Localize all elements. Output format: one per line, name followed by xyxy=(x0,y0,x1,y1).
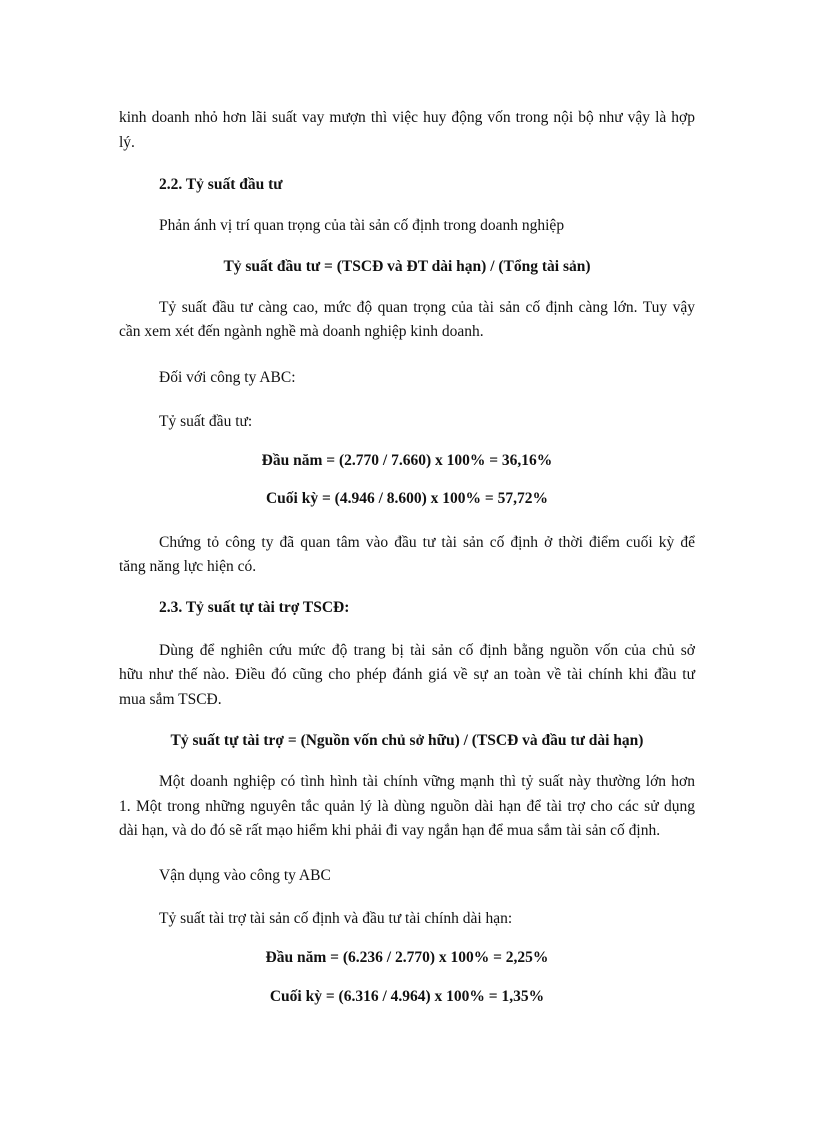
investment-ratio-end-result: Cuối kỳ = (4.946 / 8.600) x 100% = 57,72% xyxy=(265,490,549,507)
section-2-2-explanation-line-2: cần xem xét đến ngành nghề mà doanh nghiệp kinh doanh. xyxy=(119,323,484,340)
section-2-3-explanation-line-3: dài hạn, và do đó sẽ rất mạo hiểm khi phải đi vay ngắn hạn để mua sắm tài sản cố định. xyxy=(119,822,661,839)
section-2-3-explanation-line-2: 1. Một trong những nguyên tắc quản lý là dùng nguồn dài hạn để tài trợ cho các sử dụng xyxy=(119,798,695,815)
section-2-2-explanation-line-1: Tỷ suất đầu tư càng cao, mức độ quan trọng của tài sản cố định càng lớn. Tuy vậy xyxy=(159,299,695,316)
self-financing-start-result: Đầu năm = (6.236 / 2.770) x 100% = 2,25% xyxy=(265,949,549,966)
section-2-3-heading: 2.3. Tỷ suất tự tài trợ TSCĐ: xyxy=(159,599,350,616)
investment-conclusion-line-1: Chứng tỏ công ty đã quan tâm vào đầu tư tài sản cố định ở thời điểm cuối kỳ để xyxy=(159,534,695,551)
company-abc-intro: Đối với công ty ABC: xyxy=(159,369,296,386)
investment-ratio-formula: Tỷ suất đầu tư = (TSCĐ và ĐT dài hạn) / (Tổng tài sản) xyxy=(223,258,591,275)
intro-paragraph-line-2: lý. xyxy=(119,134,135,151)
investment-conclusion-line-2: tăng năng lực hiện có. xyxy=(119,558,257,575)
investment-ratio-label: Tỷ suất đầu tư: xyxy=(159,413,253,430)
self-financing-ratio-label: Tỷ suất tài trợ tài sản cố định và đầu tư tài chính dài hạn: xyxy=(159,910,513,927)
applied-company-abc-intro: Vận dụng vào công ty ABC xyxy=(159,867,331,884)
intro-paragraph-line-1: kinh doanh nhỏ hơn lãi suất vay mượn thì việc huy động vốn trong nội bộ như vậy là hợp xyxy=(119,109,695,126)
section-2-3-description-line-2: hữu như thế nào. Điều đó cũng cho phép đánh giá về sự an toàn về tài chính khi đầu tư xyxy=(119,666,695,683)
section-2-2-heading: 2.2. Tỷ suất đầu tư xyxy=(159,176,283,193)
self-financing-end-result: Cuối kỳ = (6.316 / 4.964) x 100% = 1,35% xyxy=(269,988,545,1005)
investment-ratio-start-result: Đầu năm = (2.770 / 7.660) x 100% = 36,16% xyxy=(261,452,553,469)
section-2-3-description-line-3: mua sắm TSCĐ. xyxy=(119,691,222,708)
section-2-2-description: Phản ánh vị trí quan trọng của tài sản cố định trong doanh nghiệp xyxy=(159,217,565,234)
section-2-3-explanation-line-1: Một doanh nghiệp có tình hình tài chính vững mạnh thì tỷ suất này thường lớn hơn xyxy=(159,773,695,790)
self-financing-ratio-formula: Tỷ suất tự tài trợ = (Nguồn vốn chủ sở hữu) / (TSCĐ và đầu tư dài hạn) xyxy=(170,732,644,749)
section-2-3-description-line-1: Dùng để nghiên cứu mức độ trang bị tài sản cố định bằng nguồn vốn của chủ sở xyxy=(159,642,695,659)
